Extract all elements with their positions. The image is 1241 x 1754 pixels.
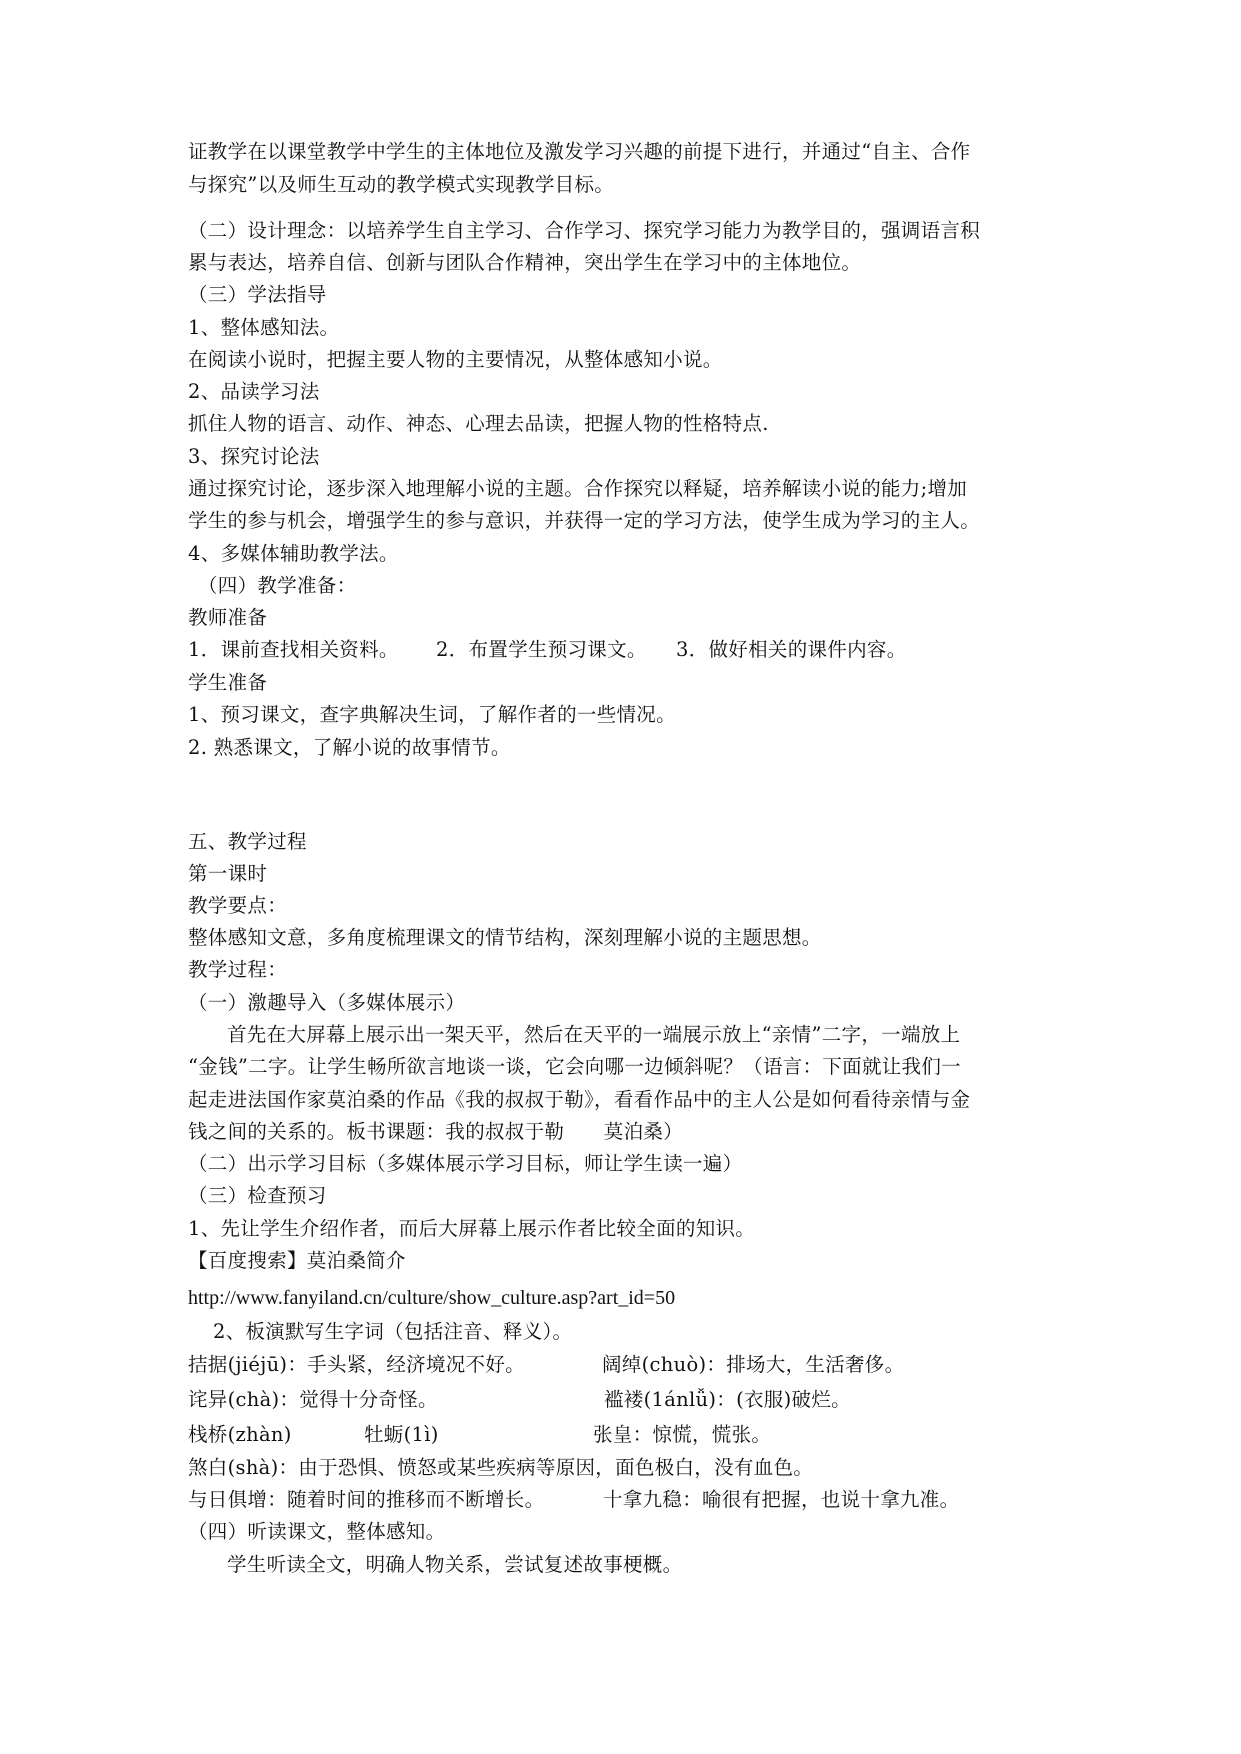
vocab-entry: 与日俱增：随着时间的推移而不断增长。 (188, 1488, 545, 1511)
paragraph-line: “金钱”二字。让学生畅所欲言地谈一谈，它会向哪一边倾斜呢？（语言：下面就让我们一 (188, 1055, 961, 1078)
subheading: 教学要点： (188, 894, 288, 917)
prep-item: 1．课前查找相关资料。 (188, 638, 399, 661)
paragraph-line: 2、板演默写生字词（包括注音、释义）。 (213, 1320, 573, 1343)
paragraph-line: 1、预习课文，查字典解决生词，了解作者的一些情况。 (188, 703, 676, 726)
section-heading: 五、教学过程 (188, 830, 307, 853)
prep-item: 3．做好相关的课件内容。 (676, 638, 907, 661)
paragraph-line: 1、先让学生介绍作者，而后大屏幕上展示作者比较全面的知识。 (188, 1217, 756, 1240)
vocab-entry: 拮据(jiéjū)：手头紧，经济境况不好。 (188, 1353, 525, 1376)
section-heading: （四）听读课文，整体感知。 (188, 1520, 446, 1543)
paragraph-line: 整体感知文意，多角度梳理课文的情节结构，深刻理解小说的主题思想。 (188, 926, 822, 949)
paragraph-line: （二）设计理念：以培养学生自主学习、合作学习、探究学习能力为教学目的，强调语言积 (188, 219, 981, 242)
paragraph-line: 学生的参与机会，增强学生的参与意识，并获得一定的学习方法，使学生成为学习的主人。 (188, 509, 981, 532)
paragraph-line: 在阅读小说时，把握主要人物的主要情况，从整体感知小说。 (188, 348, 723, 371)
paragraph-line: 钱之间的关系的。板书课题：我的叔叔于勒 莫泊桑） (188, 1120, 684, 1143)
paragraph-line: 起走进法国作家莫泊桑的作品《我的叔叔于勒》，看看作品中的主人公是如何看待亲情与金 (188, 1088, 971, 1111)
url-link[interactable]: http://www.fanyiland.cn/culture/show_culture.asp?art_id=50 (188, 1287, 676, 1309)
section-heading: （三）检查预习 (188, 1184, 327, 1207)
subheading: 教学过程： (188, 958, 288, 981)
prep-list (188, 633, 1088, 666)
vocab-entry: 阔绰(chuò)：排场大，生活奢侈。 (602, 1353, 905, 1376)
vocab-entry: 褴褛(1ánlǚ)：(衣服)破烂。 (604, 1388, 851, 1411)
paragraph-line: 首先在大屏幕上展示出一架天平，然后在天平的一端展示放上“亲情”二字，一端放上 (227, 1023, 961, 1046)
vocab-entry: 煞白(shà)：由于恐惧、愤怒或某些疾病等原因，面色极白，没有血色。 (188, 1456, 814, 1479)
paragraph-line: 2. 熟悉课文，了解小说的故事情节。 (188, 736, 511, 759)
method-heading: 4、多媒体辅助教学法。 (188, 542, 399, 565)
subheading: 学生准备 (188, 671, 268, 694)
vocab-entry: 张皇：惊慌，慌张。 (593, 1423, 772, 1446)
paragraph-line: 与探究”以及师生互动的教学模式实现教学目标。 (188, 173, 615, 196)
section-heading: （一）激趣导入（多媒体展示） (188, 991, 466, 1014)
subheading: 教师准备 (188, 606, 268, 629)
paragraph-line: 学生听读全文，明确人物关系，尝试复述故事梗概。 (227, 1553, 683, 1576)
vocab-row (188, 1418, 1088, 1451)
paragraph-line: 证教学在以课堂教学中学生的主体地位及激发学习兴趣的前提下进行，并通过“自主、合作 (188, 140, 971, 163)
section-heading: （三）学法指导 (188, 283, 327, 306)
section-heading: （二）出示学习目标（多媒体展示学习目标，师让学生读一遍） (188, 1152, 743, 1175)
vocab-entry: 栈桥(zhàn) (188, 1423, 292, 1446)
paragraph-line: 通过探究讨论，逐步深入地理解小说的主题。合作探究以释疑，培养解读小说的能力;增加 (188, 477, 968, 500)
vocab-entry: 十拿九稳：喻很有把握，也说十拿九准。 (603, 1488, 960, 1511)
section-heading: （四）教学准备： (198, 574, 357, 597)
prep-item: 2．布置学生预习课文。 (436, 638, 647, 661)
vocab-row (188, 1383, 1088, 1416)
vocab-row (188, 1483, 1088, 1516)
paragraph-line: 累与表达，培养自信、创新与团队合作精神，突出学生在学习中的主体地位。 (188, 251, 862, 274)
subheading: 第一课时 (188, 862, 268, 885)
vocab-row (188, 1348, 1088, 1381)
method-heading: 1、整体感知法。 (188, 316, 340, 339)
method-heading: 3、探究讨论法 (188, 445, 320, 468)
paragraph-line: 抓住人物的语言、动作、神态、心理去品读，把握人物的性格特点. (188, 412, 769, 435)
vocab-entry: 诧异(chà)：觉得十分奇怪。 (188, 1388, 438, 1411)
vocab-entry: 牡蛎(1ì) (364, 1423, 439, 1446)
subheading: 【百度搜索】莫泊桑简介 (188, 1249, 406, 1272)
method-heading: 2、品读学习法 (188, 380, 320, 403)
